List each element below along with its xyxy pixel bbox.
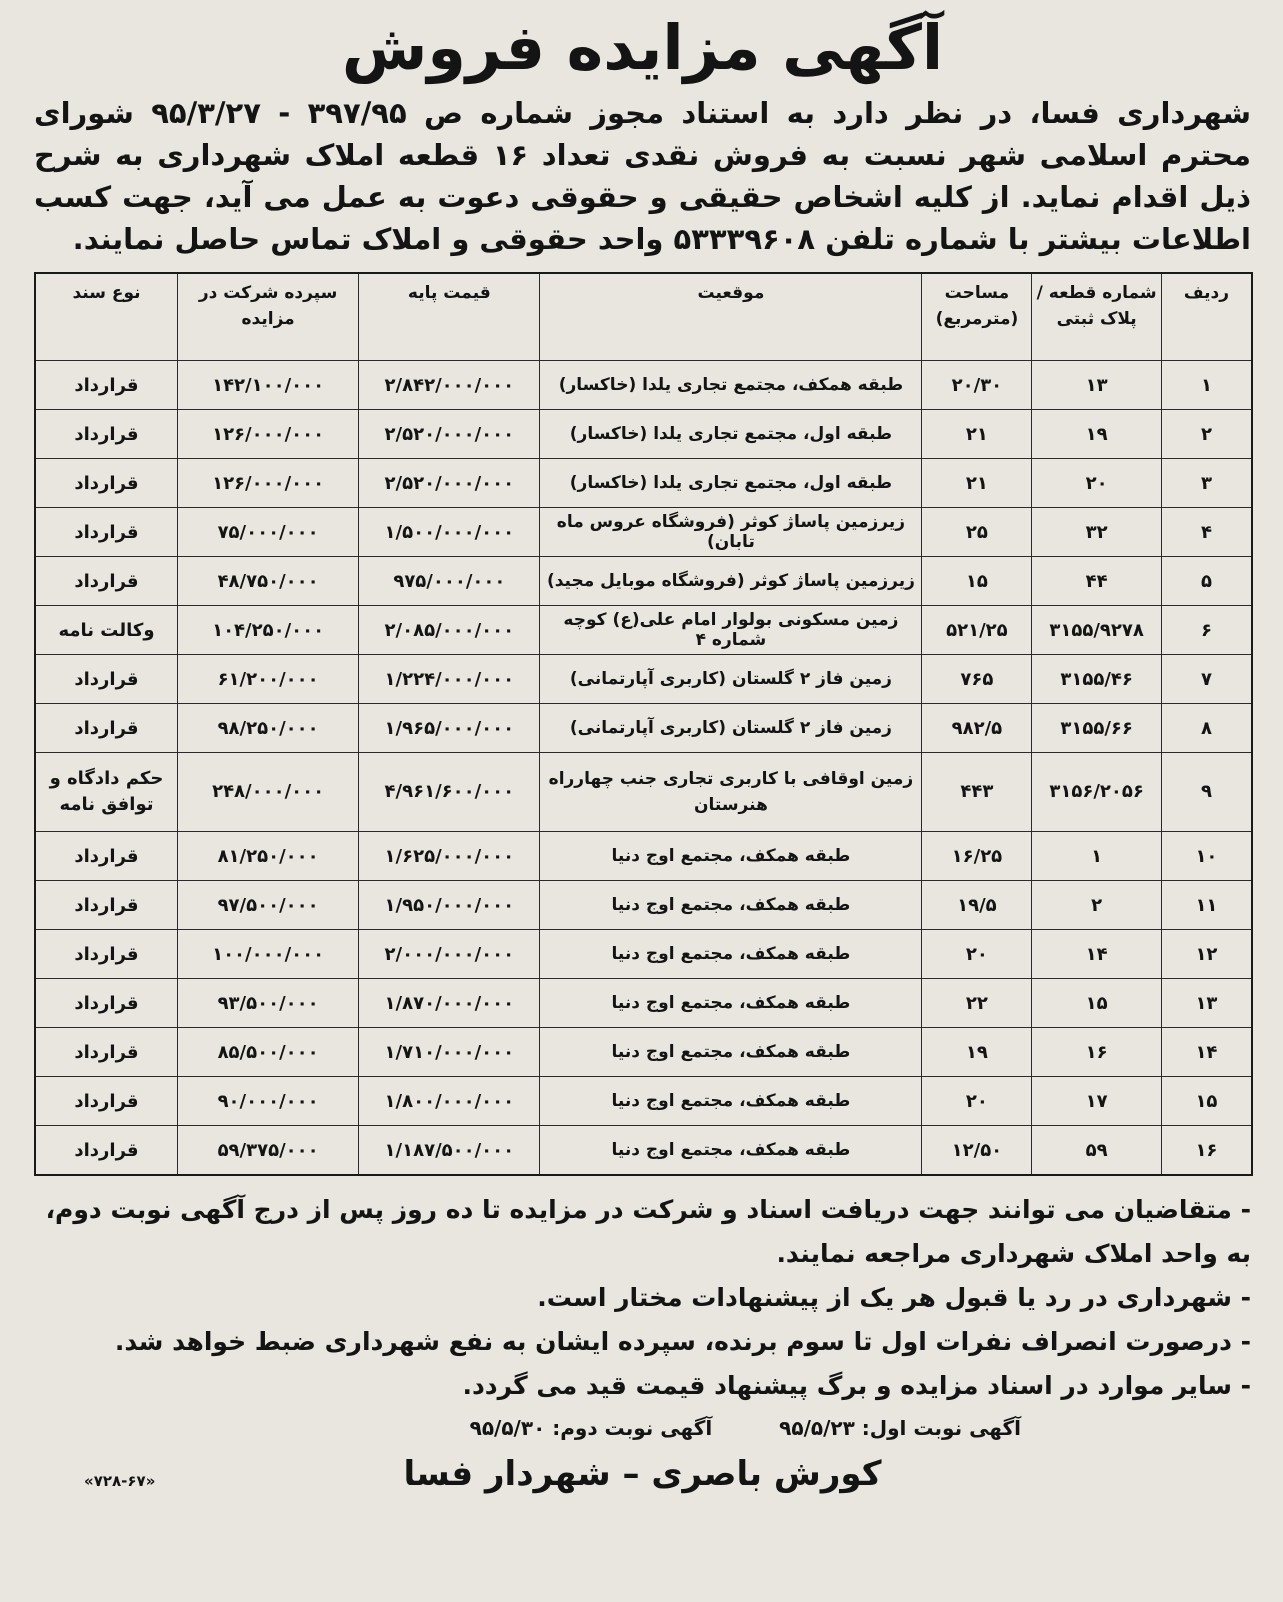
cell-plot-number: ۲ <box>1032 881 1161 930</box>
cell-plot-number: ۱۴ <box>1032 930 1161 979</box>
notes <box>34 1188 1251 1408</box>
properties-table-wrap <box>34 272 1253 1176</box>
mayor-signature: کورش باصری – شهردار فسا <box>403 1454 882 1494</box>
cell-plot-number: ۱ <box>1032 832 1161 881</box>
cell-row-number: ۴ <box>1161 508 1252 557</box>
cell-plot-number: ۱۶ <box>1032 1028 1161 1077</box>
note-rights: - شهرداری در رد یا قبول هر یک از پیشنهادات مختار است. <box>537 1283 1251 1312</box>
cell-row-number: ۱۲ <box>1161 930 1252 979</box>
table-row <box>35 979 1252 1028</box>
cell-plot-number: ۳۱۵۵/۶۶ <box>1032 704 1161 753</box>
cell-row-number: ۱۵ <box>1161 1077 1252 1126</box>
cell-document-type: قرارداد <box>35 459 177 508</box>
cell-deposit: ۹۷/۵۰۰/۰۰۰ <box>177 881 358 930</box>
cell-document-type: وکالت نامه <box>35 606 177 655</box>
cell-row-number: ۱۳ <box>1161 979 1252 1028</box>
notice-dates <box>410 1416 1021 1440</box>
header-location: موقعیت <box>540 273 922 361</box>
cell-location: طبقه اول، مجتمع تجاری یلدا (خاکسار) <box>540 410 922 459</box>
cell-base-price: ۲/۸۴۲/۰۰۰/۰۰۰ <box>359 361 540 410</box>
header-base-price: قیمت پایه <box>359 273 540 361</box>
cell-plot-number: ۱۹ <box>1032 410 1161 459</box>
header-row-number: ردیف <box>1161 273 1252 361</box>
cell-location: طبقه همکف، مجتمع اوج دنیا <box>540 881 922 930</box>
cell-plot-number: ۱۳ <box>1032 361 1161 410</box>
cell-document-type: قرارداد <box>35 557 177 606</box>
cell-location: طبقه همکف، مجتمع اوج دنیا <box>540 930 922 979</box>
cell-deposit: ۹۳/۵۰۰/۰۰۰ <box>177 979 358 1028</box>
table-row <box>35 459 1252 508</box>
cell-area: ۹۸۲/۵ <box>922 704 1032 753</box>
cell-base-price: ۴/۹۶۱/۶۰۰/۰۰۰ <box>359 753 540 832</box>
table-body <box>35 361 1252 1176</box>
cell-location: زمین مسکونی بولوار امام علی(ع) کوچه شماره ۴ <box>540 606 922 655</box>
cell-row-number: ۹ <box>1161 753 1252 832</box>
table-row <box>35 655 1252 704</box>
cell-row-number: ۶ <box>1161 606 1252 655</box>
cell-base-price: ۱/۸۷۰/۰۰۰/۰۰۰ <box>359 979 540 1028</box>
table-header-row <box>35 273 1252 361</box>
cell-area: ۲۰ <box>922 1077 1032 1126</box>
cell-row-number: ۷ <box>1161 655 1252 704</box>
table-row <box>35 930 1252 979</box>
cell-base-price: ۲/۰۸۵/۰۰۰/۰۰۰ <box>359 606 540 655</box>
table-row <box>35 704 1252 753</box>
cell-deposit: ۱۲۶/۰۰۰/۰۰۰ <box>177 459 358 508</box>
cell-row-number: ۱۴ <box>1161 1028 1252 1077</box>
table-row <box>35 557 1252 606</box>
cell-area: ۲۱ <box>922 459 1032 508</box>
cell-deposit: ۷۵/۰۰۰/۰۰۰ <box>177 508 358 557</box>
cell-document-type: قرارداد <box>35 881 177 930</box>
cell-row-number: ۵ <box>1161 557 1252 606</box>
cell-deposit: ۸۵/۵۰۰/۰۰۰ <box>177 1028 358 1077</box>
cell-base-price: ۱/۵۰۰/۰۰۰/۰۰۰ <box>359 508 540 557</box>
cell-area: ۲۵ <box>922 508 1032 557</box>
cell-document-type: قرارداد <box>35 930 177 979</box>
table-row <box>35 832 1252 881</box>
cell-area: ۲۰ <box>922 930 1032 979</box>
cell-location: طبقه همکف، مجتمع اوج دنیا <box>540 1077 922 1126</box>
cell-area: ۱۲/۵۰ <box>922 1126 1032 1176</box>
cell-location: طبقه اول، مجتمع تجاری یلدا (خاکسار) <box>540 459 922 508</box>
cell-row-number: ۱۰ <box>1161 832 1252 881</box>
cell-area: ۱۶/۲۵ <box>922 832 1032 881</box>
cell-document-type: قرارداد <box>35 704 177 753</box>
cell-base-price: ۲/۰۰۰/۰۰۰/۰۰۰ <box>359 930 540 979</box>
cell-location: طبقه همکف، مجتمع اوج دنیا <box>540 1028 922 1077</box>
cell-deposit: ۹۰/۰۰۰/۰۰۰ <box>177 1077 358 1126</box>
table-row <box>35 753 1252 832</box>
cell-base-price: ۱/۸۰۰/۰۰۰/۰۰۰ <box>359 1077 540 1126</box>
cell-plot-number: ۳۲ <box>1032 508 1161 557</box>
table-row <box>35 508 1252 557</box>
cell-row-number: ۲ <box>1161 410 1252 459</box>
cell-area: ۲۲ <box>922 979 1032 1028</box>
ad-code: «۷۲۸-۶۷» <box>84 1472 156 1490</box>
table-row <box>35 1077 1252 1126</box>
cell-location: طبقه همکف، مجتمع تجاری یلدا (خاکسار) <box>540 361 922 410</box>
cell-base-price: ۱/۹۵۰/۰۰۰/۰۰۰ <box>359 881 540 930</box>
cell-location: زمین فاز ۲ گلستان (کاربری آپارتمانی) <box>540 655 922 704</box>
cell-plot-number: ۲۰ <box>1032 459 1161 508</box>
note-forfeit: - درصورت انصراف نفرات اول تا سوم برنده، سپرده ایشان به نفع شهرداری ضبط خواهد شد. <box>114 1327 1251 1356</box>
table-row <box>35 881 1252 930</box>
table-row <box>35 1126 1252 1176</box>
first-notice-date: آگهی نوبت اول: ۹۵/۵/۲۳ <box>779 1416 1021 1440</box>
cell-deposit: ۹۸/۲۵۰/۰۰۰ <box>177 704 358 753</box>
cell-area: ۱۵ <box>922 557 1032 606</box>
cell-area: ۲۰/۳۰ <box>922 361 1032 410</box>
cell-base-price: ۹۷۵/۰۰۰/۰۰۰ <box>359 557 540 606</box>
cell-deposit: ۴۸/۷۵۰/۰۰۰ <box>177 557 358 606</box>
properties-table <box>34 272 1253 1176</box>
cell-deposit: ۵۹/۳۷۵/۰۰۰ <box>177 1126 358 1176</box>
cell-deposit: ۱۰۴/۲۵۰/۰۰۰ <box>177 606 358 655</box>
cell-location: طبقه همکف، مجتمع اوج دنیا <box>540 1126 922 1176</box>
cell-base-price: ۲/۵۲۰/۰۰۰/۰۰۰ <box>359 459 540 508</box>
cell-base-price: ۱/۲۲۴/۰۰۰/۰۰۰ <box>359 655 540 704</box>
notice-intro: شهرداری فسا، در نظر دارد به استناد مجوز شماره ص ۳۹۷/۹۵ - ۹۵/۳/۲۷ شورای محترم اسلامی شهر نسبت به فروش نقدی تعداد ۱۶ قطعه املاک شهرداری به شرح ذیل اقدام نماید. از کلیه اشخاص حقیقی و حقوقی دعوت به عمل می آید، جهت کسب اطلاعات بیشتر با شماره تلفن ۵۳۳۳۹۶۰۸ واحد حقوقی و املاک تماس حاصل نمایند. <box>34 96 1251 256</box>
cell-document-type: قرارداد <box>35 655 177 704</box>
cell-base-price: ۱/۶۲۵/۰۰۰/۰۰۰ <box>359 832 540 881</box>
cell-document-type: قرارداد <box>35 979 177 1028</box>
cell-area: ۴۴۳ <box>922 753 1032 832</box>
cell-document-type: قرارداد <box>35 1028 177 1077</box>
cell-plot-number: ۵۹ <box>1032 1126 1161 1176</box>
table-row <box>35 1028 1252 1077</box>
cell-area: ۱۹ <box>922 1028 1032 1077</box>
cell-deposit: ۸۱/۲۵۰/۰۰۰ <box>177 832 358 881</box>
note-documents: - متقاضیان می توانند جهت دریافت اسناد و شرکت در مزایده تا ده روز پس از درج آگهی نوبت دوم، به واحد املاک شهرداری مراجعه نمایند. <box>45 1195 1251 1268</box>
header-deposit: سپرده شرکت در مزایده <box>177 273 358 361</box>
header-document-type: نوع سند <box>35 273 177 361</box>
cell-plot-number: ۳۱۵۶/۲۰۵۶ <box>1032 753 1161 832</box>
cell-base-price: ۱/۷۱۰/۰۰۰/۰۰۰ <box>359 1028 540 1077</box>
cell-deposit: ۶۱/۲۰۰/۰۰۰ <box>177 655 358 704</box>
cell-document-type: قرارداد <box>35 1126 177 1176</box>
cell-plot-number: ۱۷ <box>1032 1077 1161 1126</box>
cell-plot-number: ۳۱۵۵/۹۲۷۸ <box>1032 606 1161 655</box>
cell-row-number: ۱۶ <box>1161 1126 1252 1176</box>
cell-location: زمین اوقافی با کاربری تجاری جنب چهارراه هنرستان <box>540 753 922 832</box>
header-plot-number: شماره قطعه / پلاک ثبتی <box>1032 273 1161 361</box>
cell-document-type: حکم دادگاه و توافق نامه <box>35 753 177 832</box>
cell-document-type: قرارداد <box>35 508 177 557</box>
header-area: مساحت (مترمربع) <box>922 273 1032 361</box>
cell-location: زیرزمین پاساژ کوثر (فروشگاه موبایل مجید) <box>540 557 922 606</box>
second-notice-date: آگهی نوبت دوم: ۹۵/۵/۳۰ <box>469 1416 713 1440</box>
table-row <box>35 410 1252 459</box>
cell-row-number: ۱ <box>1161 361 1252 410</box>
cell-area: ۲۱ <box>922 410 1032 459</box>
cell-plot-number: ۴۴ <box>1032 557 1161 606</box>
cell-area: ۷۶۵ <box>922 655 1032 704</box>
cell-document-type: قرارداد <box>35 410 177 459</box>
cell-location: طبقه همکف، مجتمع اوج دنیا <box>540 832 922 881</box>
cell-deposit: ۱۰۰/۰۰۰/۰۰۰ <box>177 930 358 979</box>
cell-location: زیرزمین پاساژ کوثر (فروشگاه عروس ماه تابان) <box>540 508 922 557</box>
cell-location: زمین فاز ۲ گلستان (کاربری آپارتمانی) <box>540 704 922 753</box>
cell-base-price: ۲/۵۲۰/۰۰۰/۰۰۰ <box>359 410 540 459</box>
footer <box>34 1414 1251 1514</box>
notice-title: آگهی مزایده فروش <box>341 11 944 84</box>
cell-document-type: قرارداد <box>35 361 177 410</box>
cell-plot-number: ۱۵ <box>1032 979 1161 1028</box>
cell-area: ۵۲۱/۲۵ <box>922 606 1032 655</box>
cell-base-price: ۱/۱۸۷/۵۰۰/۰۰۰ <box>359 1126 540 1176</box>
cell-deposit: ۲۴۸/۰۰۰/۰۰۰ <box>177 753 358 832</box>
table-row <box>35 606 1252 655</box>
table-row <box>35 361 1252 410</box>
cell-deposit: ۱۲۶/۰۰۰/۰۰۰ <box>177 410 358 459</box>
cell-document-type: قرارداد <box>35 832 177 881</box>
cell-row-number: ۳ <box>1161 459 1252 508</box>
cell-location: طبقه همکف، مجتمع اوج دنیا <box>540 979 922 1028</box>
cell-deposit: ۱۴۲/۱۰۰/۰۰۰ <box>177 361 358 410</box>
cell-base-price: ۱/۹۶۵/۰۰۰/۰۰۰ <box>359 704 540 753</box>
note-other: - سایر موارد در اسناد مزایده و برگ پیشنهاد قیمت قید می گردد. <box>462 1371 1251 1400</box>
cell-plot-number: ۳۱۵۵/۴۶ <box>1032 655 1161 704</box>
cell-document-type: قرارداد <box>35 1077 177 1126</box>
cell-row-number: ۱۱ <box>1161 881 1252 930</box>
cell-area: ۱۹/۵ <box>922 881 1032 930</box>
cell-row-number: ۸ <box>1161 704 1252 753</box>
